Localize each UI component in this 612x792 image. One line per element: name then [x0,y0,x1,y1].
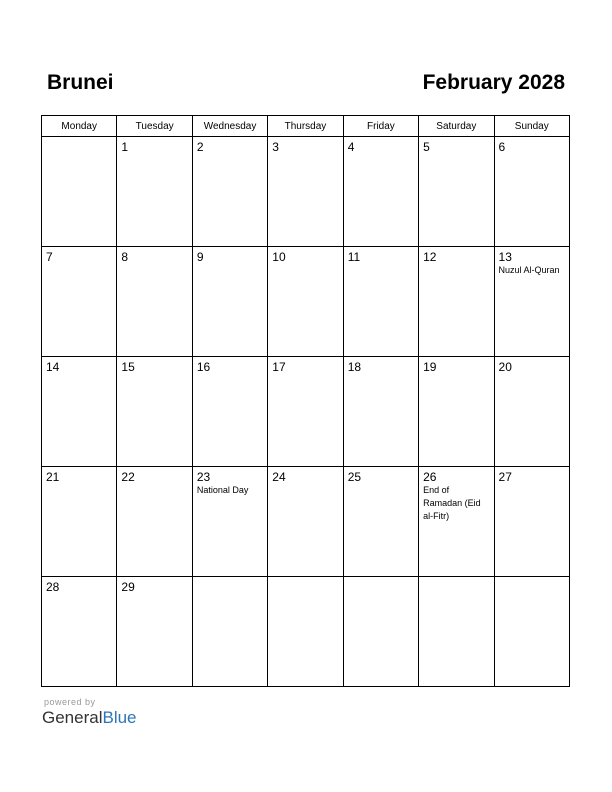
week-row [42,577,570,687]
day-number: 20 [498,360,512,374]
day-cell [117,357,192,467]
day-cell [494,247,569,357]
day-cell [494,137,569,247]
day-cell [42,357,117,467]
day-number: 29 [121,580,135,594]
day-cell [192,137,267,247]
day-number: 21 [46,470,60,484]
day-cell [494,357,569,467]
day-cell [268,467,343,577]
day-cell [268,247,343,357]
day-cell [42,467,117,577]
logo-text-blue: Blue [102,708,137,727]
weekday-header: Sunday [494,116,569,137]
day-cell [419,357,494,467]
day-number: 5 [423,140,430,154]
day-cell [343,247,418,357]
powered-by-label: powered by [44,697,96,707]
day-number: 28 [46,580,60,594]
holiday-label: National Day [196,485,249,495]
day-cell [494,577,569,687]
day-cell [343,467,418,577]
day-cell [117,137,192,247]
weekday-header: Thursday [268,116,343,137]
day-cell [343,577,418,687]
weekday-header-row [42,116,570,137]
day-number: 6 [498,140,506,154]
logo-text-general: General [42,708,103,727]
week-row [42,247,570,357]
day-cell [494,467,569,577]
weekday-header: Friday [343,116,418,137]
weekday-header: Tuesday [117,116,192,137]
day-number: 16 [196,360,211,374]
day-number: 14 [46,360,60,374]
weekday-header: Saturday [419,116,494,137]
generalblue-logo[interactable] [42,708,137,728]
day-cell [192,467,267,577]
calendar-grid [41,115,570,687]
day-number: 25 [347,470,362,484]
day-cell [268,577,343,687]
day-number: 27 [498,470,512,484]
day-cell [117,467,192,577]
day-number: 15 [121,360,135,374]
day-number: 1 [121,140,129,154]
holiday-label: Nuzul Al-Quran [498,265,560,275]
day-cell [42,577,117,687]
day-number: 2 [196,140,204,154]
day-number: 7 [46,250,53,264]
holiday-label: End of Ramadan (Eid al-Fitr) [423,485,481,521]
day-cell [117,577,192,687]
country-title: Brunei [47,71,114,94]
day-number: 12 [423,250,437,264]
day-number: 4 [347,140,355,154]
day-cell [117,247,192,357]
day-number: 11 [347,250,361,264]
day-number: 13 [498,250,512,264]
day-number: 3 [272,140,279,154]
day-cell [268,137,343,247]
day-cell [42,247,117,357]
day-number: 22 [121,470,135,484]
week-row [42,467,570,577]
day-cell [192,577,267,687]
day-cell [343,137,418,247]
day-number: 8 [121,250,129,264]
weekday-header: Monday [42,116,117,137]
week-row [42,137,570,247]
weekday-header: Wednesday [192,116,267,137]
day-number: 26 [423,470,437,484]
day-cell [42,137,117,247]
week-row [42,357,570,467]
day-cell [419,467,494,577]
day-cell [268,357,343,467]
day-cell [419,137,494,247]
day-cell [192,357,267,467]
day-cell [192,247,267,357]
day-cell [419,577,494,687]
day-number: 17 [272,360,286,374]
day-number: 24 [272,470,286,484]
month-title: February 2028 [422,71,565,94]
day-number: 9 [196,250,204,264]
day-number: 18 [347,360,362,374]
day-number: 10 [272,250,286,264]
day-number: 23 [196,470,211,484]
day-number: 19 [423,360,437,374]
day-cell [343,357,418,467]
day-cell [419,247,494,357]
